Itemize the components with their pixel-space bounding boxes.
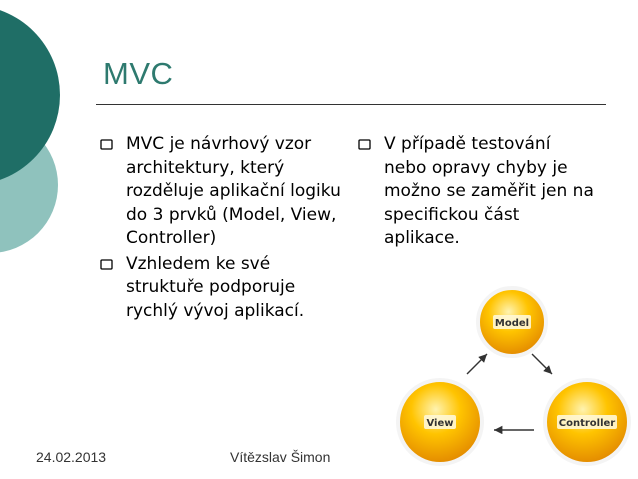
bullet-item [358, 133, 598, 251]
bullet-item [100, 253, 350, 324]
bullet-icon [100, 139, 113, 150]
title-divider [96, 104, 606, 105]
controller-node [545, 380, 629, 464]
bullet-icon [100, 259, 113, 270]
bullet-text: V případě testování nebo opravy chyby je možno se zaměřit jen na specifickou část aplikace. [384, 134, 594, 248]
bullet-icon [358, 139, 371, 150]
bullet-text: Vzhledem ke své struktuře podporuje rychlý vývoj aplikací. [126, 253, 305, 321]
bullet-item [100, 133, 350, 251]
footer-author: Vítězslav Šimon [230, 449, 331, 465]
controller-label: Controller [558, 418, 616, 429]
corner-decoration [0, 0, 80, 260]
footer-date: 24.02.2013 [36, 449, 107, 465]
mvc-diagram [392, 282, 632, 474]
model-label: Model [494, 318, 530, 329]
bullet-text: MVC je návrhový vzor architektury, který rozděluje aplikační logiku do 3 prvků (Model, View, Controller) [126, 134, 341, 248]
arrow-view-to-model [467, 354, 487, 374]
view-node [398, 380, 482, 464]
view-label: View [426, 418, 454, 429]
model-node [478, 288, 546, 356]
arrow-model-to-controller [532, 354, 552, 374]
slide-title: MVC [103, 56, 174, 91]
left-column [100, 133, 350, 325]
right-column [358, 133, 598, 253]
